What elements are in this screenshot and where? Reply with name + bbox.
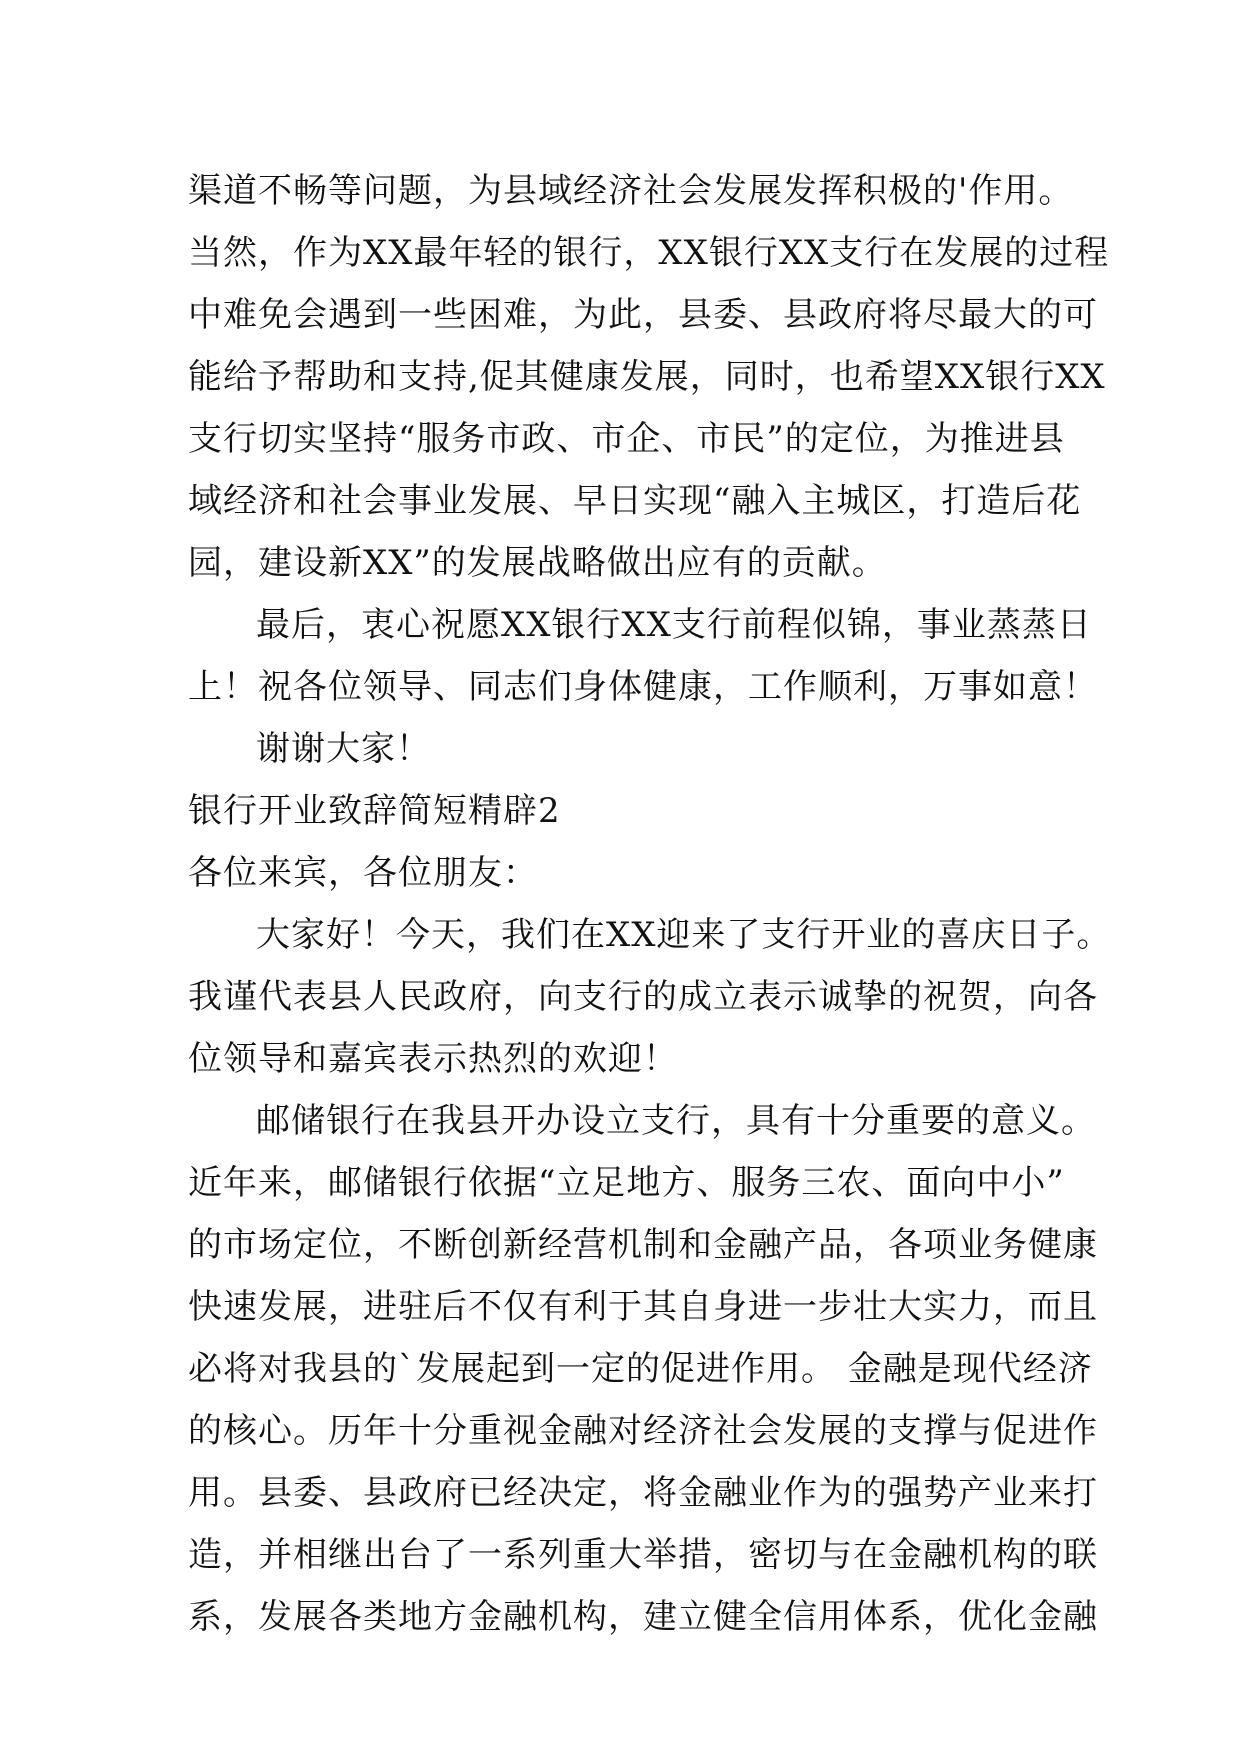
salutation: 各位来宾，各位朋友： <box>188 853 538 893</box>
text-line: 域经济和社会事业发展、早日实现“融入主城区，打造后花 <box>188 481 1082 521</box>
text-line: 能给予帮助和支持,促其健康发展，同时，也希望XX银行XX <box>188 357 1106 397</box>
section-title: 银行开业致辞简短精辟2 <box>188 791 561 831</box>
text-line: 上！祝各位领导、同志们身体健康，工作顺利，万事如意！ <box>188 667 1098 707</box>
text-line: 位领导和嘉宾表示热烈的欢迎！ <box>188 1039 678 1079</box>
text-line: 造，并相继出台了一系列重大举措，密切与在金融机构的联 <box>188 1535 1098 1575</box>
text-line: 的核心。历年十分重视金融对经济社会发展的支撑与促进作 <box>188 1411 1098 1451</box>
text-line: 快速发展，进驻后不仅有利于其自身进一步壮大实力，而且 <box>188 1287 1098 1327</box>
closing-thanks: 谢谢大家！ <box>256 729 431 769</box>
paragraph-start-line: 大家好！今天，我们在XX迎来了支行开业的喜庆日子。 <box>256 915 1112 955</box>
text-line: 的市场定位，不断创新经营机制和金融产品，各项业务健康 <box>188 1225 1098 1265</box>
text-line: 当然，作为XX最年轻的银行，XX银行XX支行在发展的过程 <box>188 233 1110 273</box>
text-line: 系，发展各类地方金融机构，建立健全信用体系，优化金融 <box>188 1597 1098 1637</box>
document-body <box>188 160 1112 1648</box>
text-line: 支行切实坚持“服务市政、市企、市民”的定位，为推进县 <box>188 419 1065 459</box>
text-line: 必将对我县的`发展起到一定的促进作用。 金融是现代经济 <box>188 1349 1093 1389</box>
paragraph-start-line: 最后，衷心祝愿XX银行XX支行前程似锦，事业蒸蒸日 <box>256 605 1092 645</box>
paragraph-start-line: 邮储银行在我县开办设立支行，具有十分重要的意义。 <box>256 1101 1096 1141</box>
text-line: 我谨代表县人民政府，向支行的成立表示诚挚的祝贺，向各 <box>188 977 1098 1017</box>
text-line: 近年来，邮储银行依据“立足地方、服务三农、面向中小” <box>188 1163 1065 1203</box>
text-line: 用。县委、县政府已经决定，将金融业作为的强势产业来打 <box>188 1473 1098 1513</box>
text-line: 园，建设新XX”的发展战略做出应有的贡献。 <box>188 543 887 583</box>
text-line: 中难免会遇到一些困难，为此，县委、县政府将尽最大的可 <box>188 295 1098 335</box>
text-line: 渠道不畅等问题，为县域经济社会发展发挥积极的'作用。 <box>188 171 1074 211</box>
